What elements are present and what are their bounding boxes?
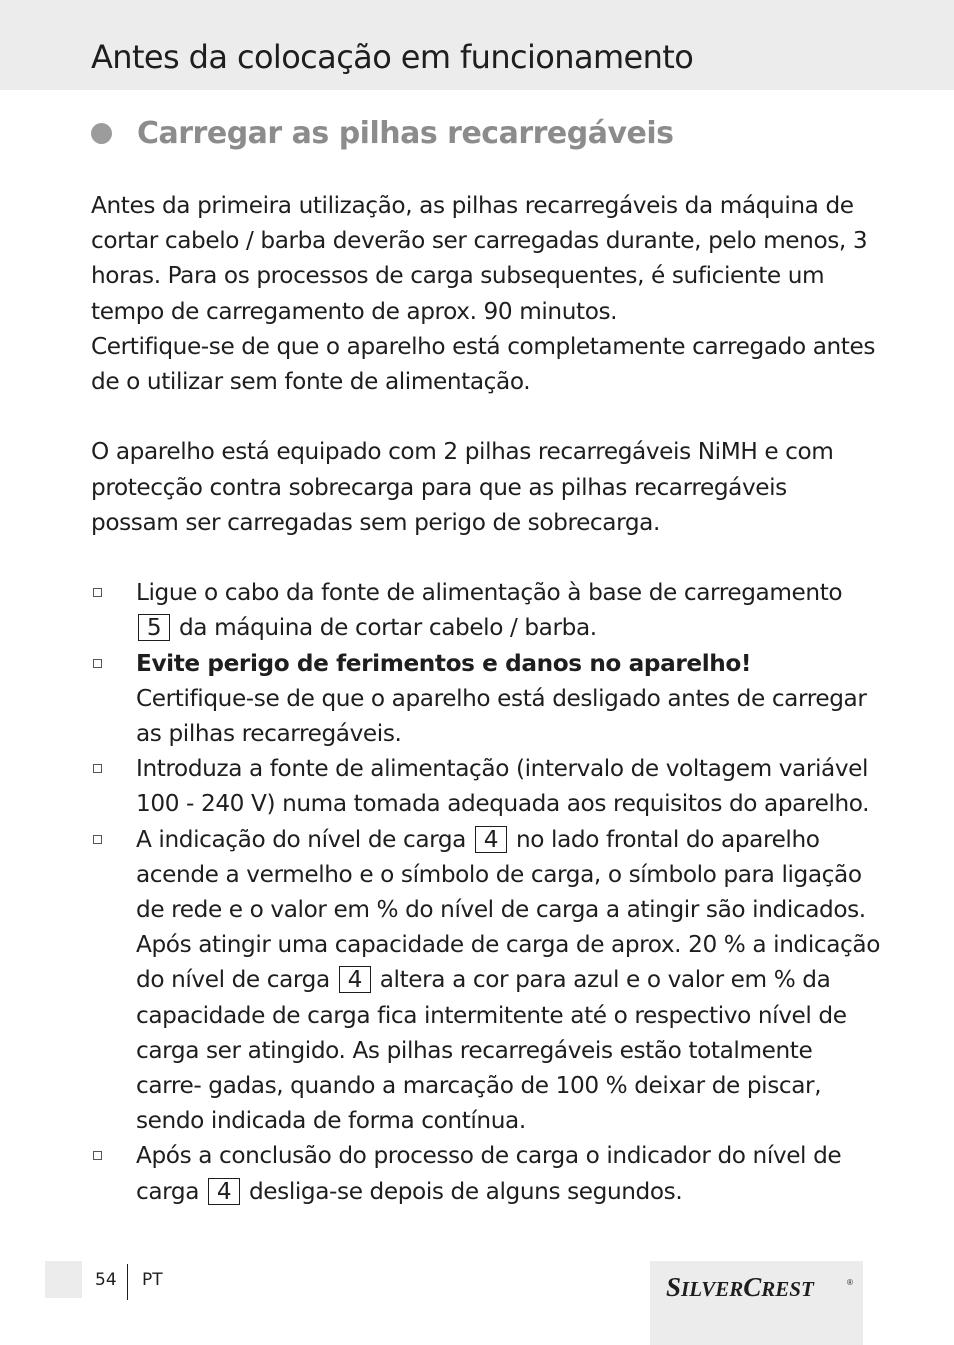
step-2-text: Certifique-se de que o aparelho está desligado antes de carregar as pilhas recarregáveis. [136,684,867,748]
footer-divider [127,1264,128,1300]
checkbox-icon [93,1151,102,1160]
intro-paragraph-3: O aparelho está equipado com 2 pilhas recarregáveis NiMH e com protecção contra sobrecarga para que as pilhas recarregáveis possam ser carregadas sem perigo de sobrecarga. [91,438,834,536]
step-item-5 [91,1138,881,1208]
step-item-1 [91,575,881,645]
silvercrest-logo [666,1271,856,1305]
part-reference: 4 [475,826,507,853]
page-title: Antes da colocação em funcionamento [91,38,694,76]
steps-list [91,575,881,1209]
section-title: Carregar as pilhas recarregáveis [137,115,674,151]
checkbox-icon [93,659,102,668]
step-4-text-b: no lado frontal do aparelho acende a vermelho e o símbolo de carga, o símbolo para ligação de rede e o valor em % do nível de carga a atingir são indicados. Após atingir uma capacidade de carga de aprox. 20 % a indicação do nível de carga [136,825,880,994]
main-content [91,188,881,1209]
language-code: PT [142,1270,163,1290]
spacer [91,540,881,575]
logo-registered-mark: ® [847,1278,853,1287]
part-reference: 4 [208,1178,240,1205]
intro-paragraph-2: Certifique-se de que o aparelho está completamente carregado antes de o utilizar sem fonte de alimentação. [91,332,876,396]
bullet-dot-icon [91,123,112,144]
logo-c: C [743,1272,762,1302]
footer-box [45,1261,82,1298]
svg-text:SILVERCREST [666,1272,815,1302]
step-item-2 [91,646,881,752]
warning-heading: Evite perigo de ferimentos e danos no aparelho! [136,649,752,677]
step-4-text-a: A indicação do nível de carga [136,825,466,853]
checkbox-icon [93,835,102,844]
checkbox-icon [93,588,102,597]
page-number: 54 [95,1270,117,1290]
step-item-3 [91,751,881,821]
section-heading [91,111,674,155]
logo-ilver: ILVER [681,1277,744,1301]
logo-rest: REST [761,1277,814,1301]
part-reference: 5 [138,614,170,641]
step-5-text-b: desliga-se depois de alguns segundos. [248,1177,683,1205]
step-1-text-a: Ligue o cabo da fonte de alimentação à base de carregamento [136,579,843,607]
step-4-text-c: altera a cor para azul e o valor em % da capacidade de carga fica intermitente até o respectivo nível de carga ser atingido. As pilhas recarregáveis estão totalmente carre- gadas, quando a marcação de 100 % deixar de piscar, sendo indicada de forma contínua. [136,966,847,1135]
step-3-text: Introduza a fonte de alimentação (intervalo de voltagem variável 100 - 240 V) numa tomada adequada aos requisitos do aparelho. [136,755,870,818]
step-1-text-b: da máquina de cortar cabelo / barba. [178,614,597,642]
step-5-text-a: Após a conclusão do processo de carga o indicador do nível de carga [136,1142,842,1205]
step-item-4 [91,822,881,1139]
checkbox-icon [93,764,102,773]
part-reference: 4 [339,966,371,993]
intro-paragraph-1: Antes da primeira utilização, as pilhas recarregáveis da máquina de cortar cabelo / barba deverão ser carregadas durante, pelo menos, 3 horas. Para os processos de carga subsequentes, é suficiente um tempo de carregamento de aprox. 90 minutos. [91,192,868,325]
logo-s: S [666,1272,682,1302]
spacer [91,399,881,434]
